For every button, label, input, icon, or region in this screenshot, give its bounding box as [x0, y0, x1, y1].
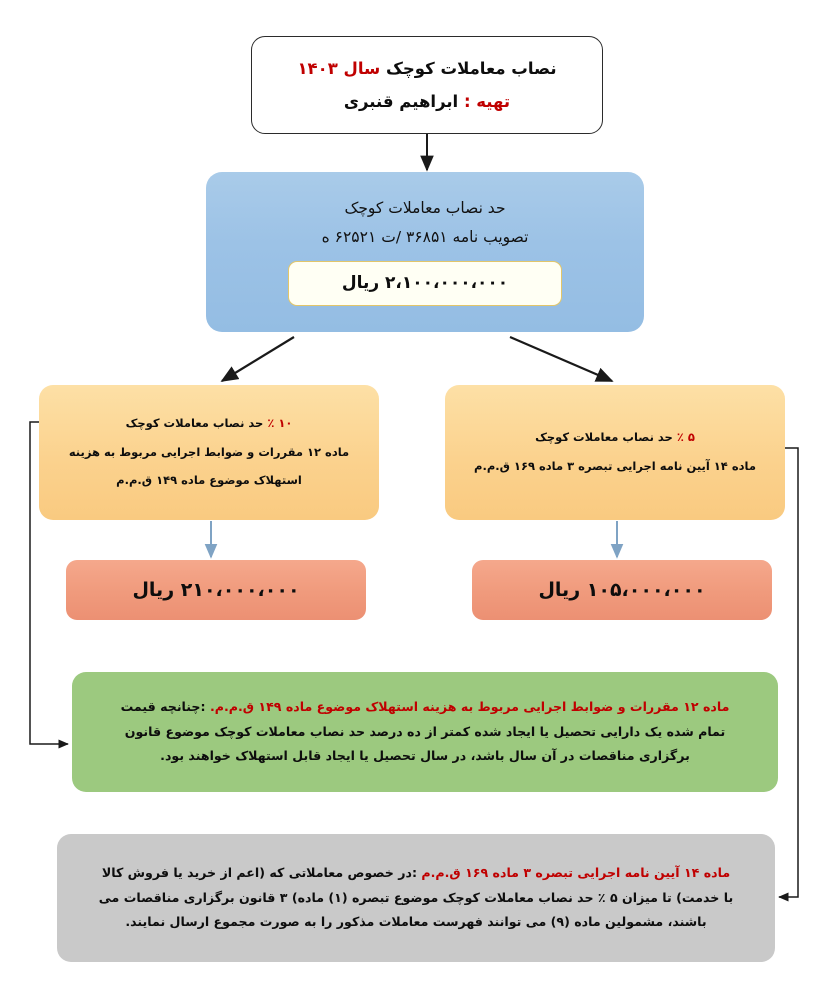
title-prepared-by-label: تهیه :	[463, 92, 511, 111]
title-primary-line	[297, 59, 556, 78]
blue-box-reference: تصویب نامه ۳۶۸۵۱ /ت ۶۲۵۲۱ ه	[321, 227, 529, 246]
title-year-text: سال ۱۴۰۳	[297, 59, 381, 78]
gray-note-article-14	[57, 834, 775, 962]
green-note-line-3: برگزاری مناقصات در آن سال باشد، در سال تحصیل یا ایجاد قابل استهلاک خواهند بود.	[160, 748, 690, 764]
result-left-amount: ۲۱۰،۰۰۰،۰۰۰ ریال	[132, 579, 300, 601]
connector-blue-to-orange-left	[222, 337, 294, 381]
blue-box-heading: حد نصاب معاملات کوچک	[344, 198, 506, 217]
orange-box-ten-percent	[39, 385, 379, 520]
gray-note-line-2: با خدمت) تا میزان ۵ ٪ حد نصاب معاملات کوچک موضوع تبصره (۱) ماده) ۳ قانون برگزاری مناقصات می	[98, 889, 734, 905]
orange-left-line-2: ماده ۱۲ مقررات و ضوابط اجرایی مربوط به هزینه	[68, 444, 350, 459]
result-box-ten-percent	[66, 560, 366, 620]
title-author-line	[344, 92, 510, 111]
green-note-article-ref: ماده ۱۲ مقررات و ضوابط اجرایی مربوط به هزینه استهلاک موضوع ماده ۱۴۹ ق.م.م.	[209, 698, 730, 714]
small-transactions-threshold-box	[206, 172, 644, 332]
green-note-line-2: تمام شده یک دارایی تحصیل یا ایجاد شده کمتر از ده درصد حد نصاب معاملات کوچک موضوع قانون	[124, 723, 726, 739]
gray-note-article-ref: ماده ۱۴ آیین نامه اجرایی تبصره ۳ ماده ۱۶۹ ق.م.م	[421, 864, 731, 880]
orange-right-percent: ۵ ٪	[676, 430, 695, 445]
gray-note-line-1	[79, 864, 753, 883]
orange-right-heading-line	[535, 430, 695, 446]
orange-left-percent: ۱۰ ٪	[267, 416, 293, 431]
connector-orange-right-to-gray-note	[779, 448, 798, 897]
orange-right-heading: حد نصاب معاملات کوچک	[535, 430, 673, 445]
connector-blue-to-orange-right	[510, 337, 612, 381]
green-note-line-1	[94, 698, 756, 717]
orange-left-heading-line	[126, 416, 293, 432]
blue-box-amount-chip: ۲،۱۰۰،۰۰۰،۰۰۰ ریال	[288, 261, 562, 306]
green-note-article-12	[72, 672, 778, 792]
result-right-amount: ۱۰۵،۰۰۰،۰۰۰ ریال	[538, 579, 706, 601]
green-note-line-1-tail: :چنانچه قیمت	[120, 698, 206, 714]
orange-right-line-2: ماده ۱۴ آیین نامه اجرایی تبصره ۳ ماده ۱۶۹ ق.م.م	[474, 459, 756, 473]
gray-note-line-1-tail: :در خصوص معاملاتی که (اعم از خرید یا فروش کالا	[101, 864, 418, 880]
result-box-five-percent	[472, 560, 772, 620]
orange-left-line-3: استهلاک موضوع ماده ۱۴۹ ق.م.م	[116, 473, 302, 488]
gray-note-line-3: باشند، مشمولین ماده (۹) می توانند فهرست معاملات مذکور را به صورت مجموع ارسال نمایند.	[125, 914, 707, 930]
orange-box-five-percent	[445, 385, 785, 520]
title-main-text: نصاب معاملات کوچک	[386, 59, 557, 78]
title-author-name: ابراهیم قنبری	[343, 92, 459, 111]
orange-left-heading: حد نصاب معاملات کوچک	[125, 416, 264, 431]
title-card	[251, 36, 603, 134]
